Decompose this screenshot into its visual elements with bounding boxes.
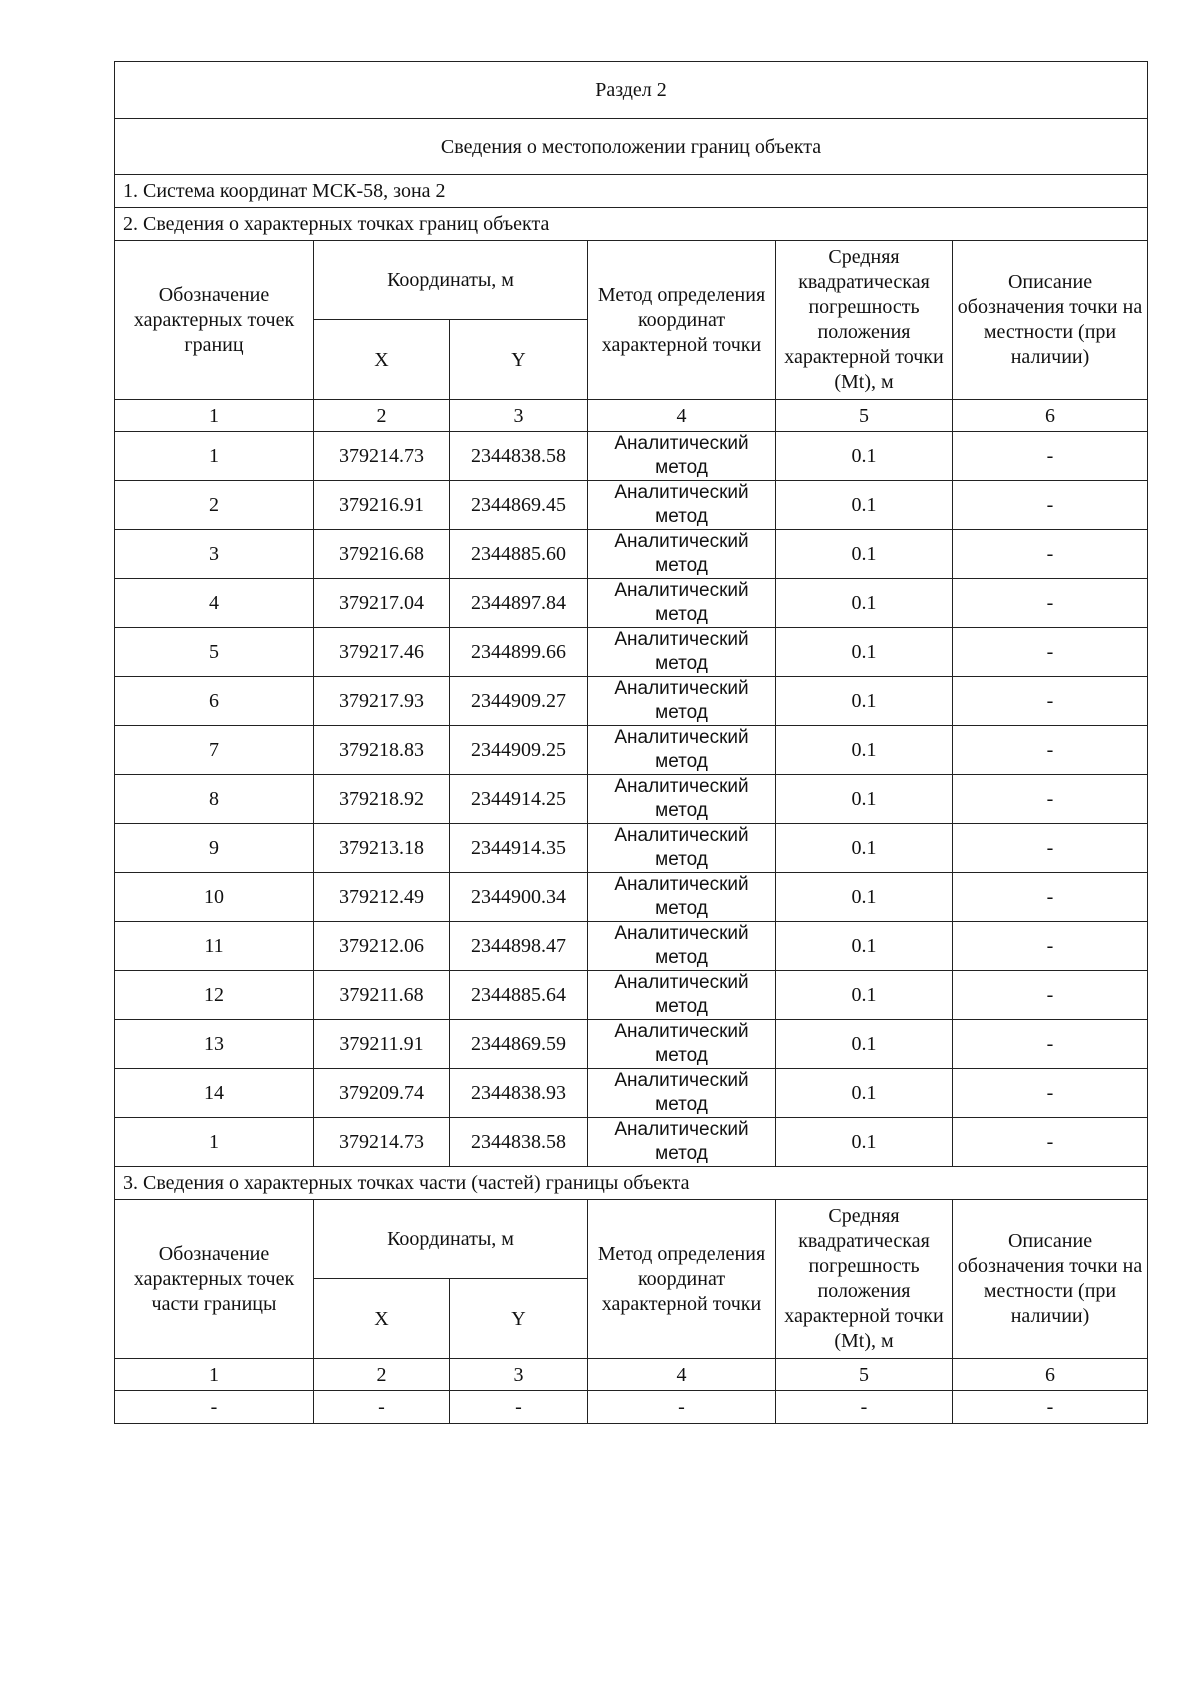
point-number: 12 — [115, 971, 314, 1020]
header-coordinates: Координаты, м — [314, 1200, 588, 1279]
point-x: - — [314, 1391, 450, 1424]
point-description: - — [953, 1391, 1148, 1424]
column-number: 1 — [115, 1359, 314, 1391]
point-x: 379209.74 — [314, 1069, 450, 1118]
table-row — [115, 481, 1148, 530]
column-number: 4 — [588, 1359, 776, 1391]
header-x: X — [314, 320, 450, 400]
part3-title: 3. Сведения о характерных точках части (частей) границы объекта — [115, 1167, 1148, 1200]
point-x: 379212.49 — [314, 873, 450, 922]
point-description: - — [953, 775, 1148, 824]
header-error: Средняя квадратическая погрешность положения характерной точки (Mt), м — [776, 1200, 953, 1359]
point-method: Аналитический метод — [588, 1069, 776, 1118]
point-number: 1 — [115, 432, 314, 481]
table-row — [115, 1118, 1148, 1167]
header-y: Y — [450, 320, 588, 400]
point-method: Аналитический метод — [588, 824, 776, 873]
point-number: 8 — [115, 775, 314, 824]
point-number: 3 — [115, 530, 314, 579]
point-number: 9 — [115, 824, 314, 873]
column-number: 6 — [953, 1359, 1148, 1391]
point-error: 0.1 — [776, 481, 953, 530]
point-method: Аналитический метод — [588, 1118, 776, 1167]
column-number: 5 — [776, 1359, 953, 1391]
column-numbers-row — [115, 1359, 1148, 1391]
point-y: 2344909.25 — [450, 726, 588, 775]
header-description: Описание обозначения точки на местности (при наличии) — [953, 1200, 1148, 1359]
point-y: 2344838.93 — [450, 1069, 588, 1118]
point-method: Аналитический метод — [588, 775, 776, 824]
point-x: 379214.73 — [314, 1118, 450, 1167]
table-row — [115, 677, 1148, 726]
table-row — [115, 775, 1148, 824]
header-method: Метод определения координат характерной точки — [588, 1200, 776, 1359]
point-y: 2344869.59 — [450, 1020, 588, 1069]
point-number: 7 — [115, 726, 314, 775]
point-y: 2344899.66 — [450, 628, 588, 677]
point-number: 2 — [115, 481, 314, 530]
table-row — [115, 873, 1148, 922]
point-error: 0.1 — [776, 971, 953, 1020]
point-method: Аналитический метод — [588, 530, 776, 579]
point-method: Аналитический метод — [588, 628, 776, 677]
point-x: 379217.04 — [314, 579, 450, 628]
table-row — [115, 432, 1148, 481]
point-error: 0.1 — [776, 824, 953, 873]
point-method: Аналитический метод — [588, 432, 776, 481]
point-description: - — [953, 824, 1148, 873]
column-number: 5 — [776, 400, 953, 432]
point-x: 379212.06 — [314, 922, 450, 971]
point-error: - — [776, 1391, 953, 1424]
point-method: Аналитический метод — [588, 1020, 776, 1069]
section-subtitle: Сведения о местоположении границ объекта — [115, 119, 1148, 175]
table-row — [115, 1069, 1148, 1118]
table-row — [115, 971, 1148, 1020]
column-number: 4 — [588, 400, 776, 432]
point-x: 379218.92 — [314, 775, 450, 824]
point-y: 2344869.45 — [450, 481, 588, 530]
section-title: Раздел 2 — [115, 62, 1148, 119]
table-row — [115, 1020, 1148, 1069]
point-y: 2344909.27 — [450, 677, 588, 726]
point-number: 5 — [115, 628, 314, 677]
header-description: Описание обозначения точки на местности (при наличии) — [953, 241, 1148, 400]
point-description: - — [953, 971, 1148, 1020]
point-description: - — [953, 726, 1148, 775]
column-numbers-row — [115, 400, 1148, 432]
table-row — [115, 530, 1148, 579]
point-description: - — [953, 677, 1148, 726]
point-description: - — [953, 432, 1148, 481]
column-number: 1 — [115, 400, 314, 432]
point-number: 4 — [115, 579, 314, 628]
point-method: - — [588, 1391, 776, 1424]
point-number: - — [115, 1391, 314, 1424]
header-point-designation: Обозначение характерных точек границ — [115, 241, 314, 400]
point-description: - — [953, 628, 1148, 677]
point-y: 2344914.35 — [450, 824, 588, 873]
point-description: - — [953, 579, 1148, 628]
column-number: 3 — [450, 400, 588, 432]
table-row — [115, 824, 1148, 873]
column-number: 2 — [314, 400, 450, 432]
column-number: 6 — [953, 400, 1148, 432]
column-number: 3 — [450, 1359, 588, 1391]
point-error: 0.1 — [776, 1118, 953, 1167]
point-description: - — [953, 1069, 1148, 1118]
point-error: 0.1 — [776, 1020, 953, 1069]
point-y: 2344838.58 — [450, 1118, 588, 1167]
point-y: - — [450, 1391, 588, 1424]
point-error: 0.1 — [776, 432, 953, 481]
header-point-designation: Обозначение характерных точек части границы — [115, 1200, 314, 1359]
point-error: 0.1 — [776, 922, 953, 971]
point-number: 10 — [115, 873, 314, 922]
point-x: 379214.73 — [314, 432, 450, 481]
point-x: 379211.91 — [314, 1020, 450, 1069]
point-error: 0.1 — [776, 873, 953, 922]
point-method: Аналитический метод — [588, 873, 776, 922]
point-y: 2344900.34 — [450, 873, 588, 922]
header-coordinates: Координаты, м — [314, 241, 588, 320]
part2-title: 2. Сведения о характерных точках границ объекта — [115, 208, 1148, 241]
point-description: - — [953, 481, 1148, 530]
point-number: 6 — [115, 677, 314, 726]
point-x: 379211.68 — [314, 971, 450, 1020]
header-x: X — [314, 1279, 450, 1359]
point-x: 379213.18 — [314, 824, 450, 873]
point-description: - — [953, 873, 1148, 922]
point-number: 11 — [115, 922, 314, 971]
point-x: 379218.83 — [314, 726, 450, 775]
table-row — [115, 922, 1148, 971]
point-y: 2344898.47 — [450, 922, 588, 971]
point-y: 2344914.25 — [450, 775, 588, 824]
point-description: - — [953, 530, 1148, 579]
point-y: 2344885.64 — [450, 971, 588, 1020]
point-description: - — [953, 922, 1148, 971]
point-description: - — [953, 1118, 1148, 1167]
point-method: Аналитический метод — [588, 579, 776, 628]
point-error: 0.1 — [776, 726, 953, 775]
table-row — [115, 579, 1148, 628]
point-x: 379217.93 — [314, 677, 450, 726]
column-number: 2 — [314, 1359, 450, 1391]
header-y: Y — [450, 1279, 588, 1359]
header-error: Средняя квадратическая погрешность положения характерной точки (Mt), м — [776, 241, 953, 400]
point-x: 379216.91 — [314, 481, 450, 530]
point-error: 0.1 — [776, 775, 953, 824]
coordinate-system: 1. Система координат МСК-58, зона 2 — [115, 175, 1148, 208]
point-error: 0.1 — [776, 628, 953, 677]
point-number: 13 — [115, 1020, 314, 1069]
point-description: - — [953, 1020, 1148, 1069]
table-row — [115, 1391, 1148, 1424]
point-method: Аналитический метод — [588, 677, 776, 726]
point-method: Аналитический метод — [588, 971, 776, 1020]
point-error: 0.1 — [776, 677, 953, 726]
table-row — [115, 726, 1148, 775]
point-error: 0.1 — [776, 530, 953, 579]
point-error: 0.1 — [776, 579, 953, 628]
point-x: 379217.46 — [314, 628, 450, 677]
point-y: 2344897.84 — [450, 579, 588, 628]
table-row — [115, 628, 1148, 677]
point-error: 0.1 — [776, 1069, 953, 1118]
point-method: Аналитический метод — [588, 481, 776, 530]
point-number: 1 — [115, 1118, 314, 1167]
point-y: 2344838.58 — [450, 432, 588, 481]
document-page — [114, 61, 1147, 1424]
header-method: Метод определения координат характерной точки — [588, 241, 776, 400]
point-number: 14 — [115, 1069, 314, 1118]
boundary-table — [114, 61, 1148, 1424]
point-method: Аналитический метод — [588, 922, 776, 971]
point-y: 2344885.60 — [450, 530, 588, 579]
point-x: 379216.68 — [314, 530, 450, 579]
point-method: Аналитический метод — [588, 726, 776, 775]
